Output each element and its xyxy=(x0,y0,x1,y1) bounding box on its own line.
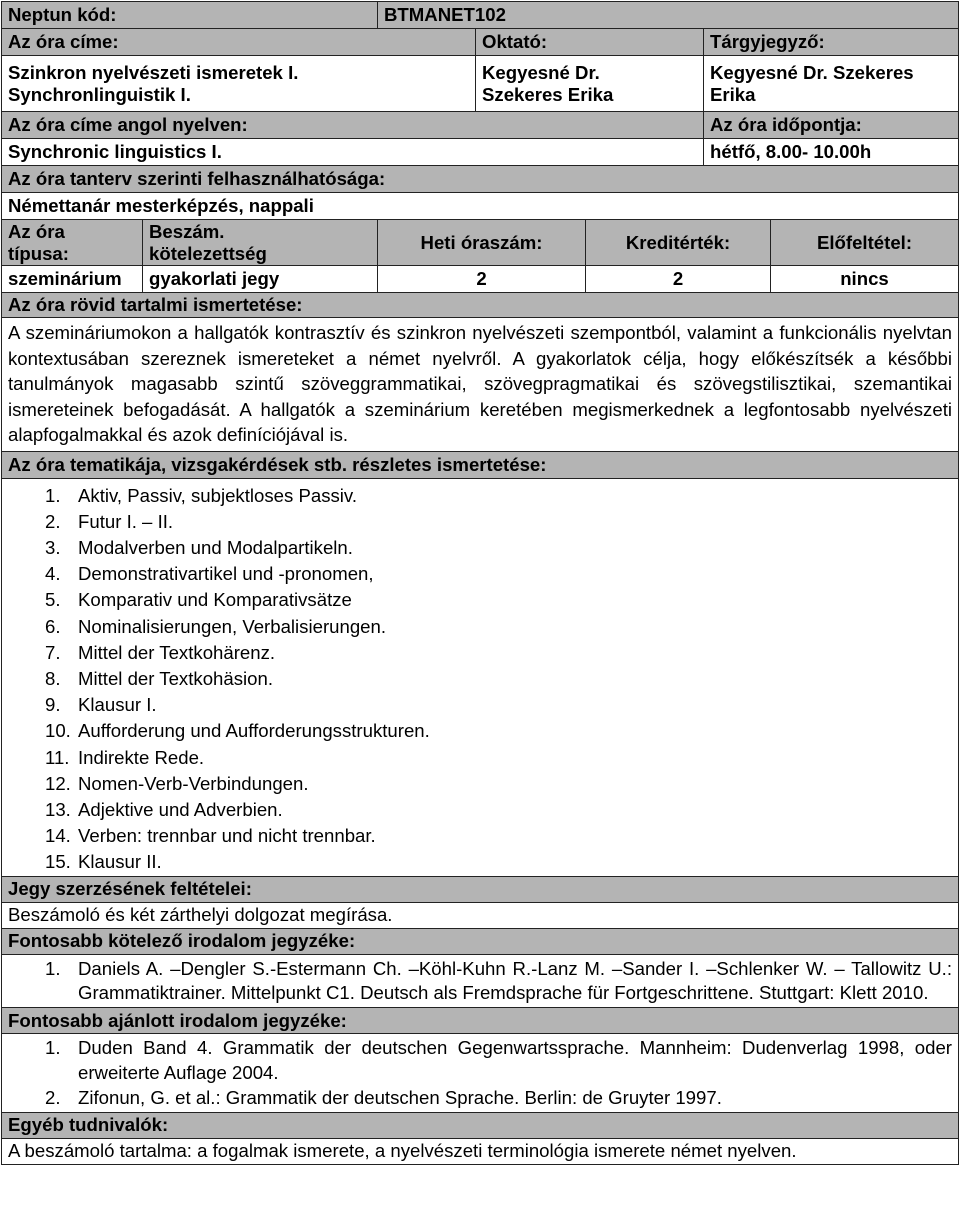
topic-item-text: Adjektive und Adverbien. xyxy=(78,798,283,820)
responsible-value xyxy=(704,56,959,112)
topic-item-text: Verben: trennbar und nicht trennbar. xyxy=(78,825,376,847)
course-title-value xyxy=(2,56,476,112)
topic-item xyxy=(8,535,952,561)
english-title-value: Synchronic linguistics I. xyxy=(2,139,704,166)
topic-item-text: Mittel der Textkohärenz. xyxy=(78,641,276,663)
topic-item xyxy=(8,745,952,771)
course-type-label-line2: típusa: xyxy=(8,242,69,264)
other-info-heading: Egyéb tudnivalók: xyxy=(2,1112,959,1138)
topic-item-text: Mittel der Textkohäsion. xyxy=(78,667,273,689)
recommended-literature-heading: Fontosabb ajánlott irodalom jegyzéke: xyxy=(2,1008,959,1034)
topic-item-text: Indirekte Rede. xyxy=(78,746,205,768)
obligation-value: gyakorlati jegy xyxy=(143,266,378,293)
topic-item xyxy=(8,823,952,849)
topics-list xyxy=(8,483,952,876)
topic-item-text: Nomen-Verb-Verbindungen. xyxy=(78,772,309,794)
topic-item-text: Modalverben und Modalpartikeln. xyxy=(78,536,353,558)
required-literature-list xyxy=(8,957,952,1007)
topic-item xyxy=(8,692,952,718)
teacher-name-line1: Kegyesné Dr. xyxy=(482,61,600,83)
topic-item-number: 10. xyxy=(45,720,71,742)
course-time-label: Az óra időpontja: xyxy=(704,112,959,139)
responsible-name-line1: Kegyesné Dr. Szekeres xyxy=(710,61,914,83)
topic-item xyxy=(8,483,952,509)
recommended-literature-item-text: Duden Band 4. Grammatik der deutschen Gegenwartssprache. Mannheim: Dudenverlag 1998, oder erweiterte Auflage 2004. xyxy=(78,1037,952,1083)
recommended-literature-cell xyxy=(2,1034,959,1112)
weekly-hours-value: 2 xyxy=(378,266,586,293)
responsible-name-line2: Erika xyxy=(710,83,756,105)
topic-item xyxy=(8,771,952,797)
topic-item-number: 14. xyxy=(45,825,71,847)
usability-label: Az óra tanterv szerinti felhasználhatósága: xyxy=(2,166,959,193)
topic-item xyxy=(8,797,952,823)
obligation-label-line1: Beszám. xyxy=(149,220,225,242)
recommended-literature-item xyxy=(8,1036,952,1086)
course-type-label xyxy=(2,220,143,266)
topic-item-number: 1. xyxy=(45,484,61,506)
topic-item-text: Aktiv, Passiv, subjektloses Passiv. xyxy=(78,484,357,506)
recommended-literature-item xyxy=(8,1086,952,1111)
topic-item-number: 13. xyxy=(45,798,71,820)
responsible-label: Tárgyjegyző: xyxy=(704,29,959,56)
required-literature-item xyxy=(8,957,952,1007)
course-title-de: Synchronlinguistik I. xyxy=(8,83,191,105)
prerequisite-value: nincs xyxy=(771,266,959,293)
teacher-value xyxy=(476,56,704,112)
topics-heading: Az óra tematikája, vizsgakérdések stb. részletes ismertetése: xyxy=(2,451,959,478)
topic-item xyxy=(8,561,952,587)
neptun-code-label: Neptun kód: xyxy=(2,2,378,29)
course-title-label: Az óra címe: xyxy=(2,29,476,56)
topic-item xyxy=(8,509,952,535)
topic-item xyxy=(8,666,952,692)
course-type-value: szeminárium xyxy=(2,266,143,293)
recommended-literature-list xyxy=(8,1036,952,1110)
credit-value: 2 xyxy=(586,266,771,293)
topic-item-number: 4. xyxy=(45,563,61,585)
topic-item-number: 7. xyxy=(45,641,61,663)
topic-item xyxy=(8,614,952,640)
summary-text: A szemináriumokon a hallgatók kontrasztív és szinkron nyelvészeti szempontból, valamint a funkcionális nyelvtan kontextusában szereznek ismereteket a német nyelvről. A gyakorlatok célja, hogy előkészítsék a későbbi tanulmányok magasabb szintű szöveggrammatikai, szövegpragmatikai és szövegstilisztikai, szemantikai ismereteinek befogadását. A hallgatók a szeminárium keretében megismerkednek a legfontosabb nyelvészeti alapfogalmakkal és azok definíciójával is. xyxy=(2,318,959,452)
prerequisite-label: Előfeltétel: xyxy=(771,220,959,266)
grading-text: Beszámoló és két zárthelyi dolgozat megírása. xyxy=(2,902,959,928)
weekly-hours-label: Heti óraszám: xyxy=(378,220,586,266)
topic-item-number: 5. xyxy=(45,589,61,611)
topic-item-number: 6. xyxy=(45,615,61,637)
topic-item-text: Aufforderung und Aufforderungsstrukturen. xyxy=(78,720,430,742)
recommended-literature-item-text: Zifonun, G. et al.: Grammatik der deutschen Sprache. Berlin: de Gruyter 1997. xyxy=(78,1086,722,1108)
topic-item xyxy=(8,587,952,613)
course-type-label-line1: Az óra xyxy=(8,220,65,242)
teacher-name-line2: Szekeres Erika xyxy=(482,83,614,105)
topic-item-text: Komparativ und Komparativsätze xyxy=(78,589,352,611)
topic-item-text: Klausur II. xyxy=(78,851,162,873)
obligation-label xyxy=(143,220,378,266)
topic-item xyxy=(8,640,952,666)
topics-list-cell xyxy=(2,478,959,876)
course-title-hu: Szinkron nyelvészeti ismeretek I. xyxy=(8,61,299,83)
required-literature-heading: Fontosabb kötelező irodalom jegyzéke: xyxy=(2,928,959,954)
topic-item xyxy=(8,849,952,875)
recommended-literature-item-number: 2. xyxy=(45,1086,61,1108)
recommended-literature-item-number: 1. xyxy=(45,1037,61,1059)
course-time-value: hétfő, 8.00- 10.00h xyxy=(704,139,959,166)
topic-item xyxy=(8,718,952,744)
grading-heading: Jegy szerzésének feltételei: xyxy=(2,876,959,902)
required-literature-cell xyxy=(2,954,959,1008)
summary-heading: Az óra rövid tartalmi ismertetése: xyxy=(2,293,959,318)
topic-item-text: Futur I. – II. xyxy=(78,510,174,532)
course-description-table xyxy=(1,1,959,1165)
teacher-label: Oktató: xyxy=(476,29,704,56)
obligation-label-line2: kötelezettség xyxy=(149,242,267,264)
topic-item-number: 9. xyxy=(45,694,61,716)
topic-item-text: Demonstrativartikel und -pronomen, xyxy=(78,563,374,585)
other-info-text: A beszámoló tartalma: a fogalmak ismerete, a nyelvészeti terminológia ismerete német nyelven. xyxy=(2,1138,959,1164)
topic-item-text: Nominalisierungen, Verbalisierungen. xyxy=(78,615,387,637)
topic-item-number: 15. xyxy=(45,851,71,873)
required-literature-item-text: Daniels A. –Dengler S.-Estermann Ch. –Köhl-Kuhn R.-Lanz M. –Sander I. –Schlenker W. – Tallowitz U.: Grammatiktrainer. Mittelpunkt C1. Deutsch als Fremdsprache für Fortgeschrittene. Stuttgart: Klett 2010. xyxy=(78,957,952,1004)
usability-value: Némettanár mesterképzés, nappali xyxy=(2,193,959,220)
topic-item-text: Klausur I. xyxy=(78,694,157,716)
topic-item-number: 2. xyxy=(45,510,61,532)
topic-item-number: 11. xyxy=(45,746,70,768)
topic-item-number: 8. xyxy=(45,667,61,689)
credit-label: Kreditérték: xyxy=(586,220,771,266)
required-literature-item-number: 1. xyxy=(45,957,61,979)
topic-item-number: 12. xyxy=(45,772,71,794)
neptun-code-value: BTMANET102 xyxy=(378,2,959,29)
topic-item-number: 3. xyxy=(45,536,61,558)
english-title-label: Az óra címe angol nyelven: xyxy=(2,112,704,139)
